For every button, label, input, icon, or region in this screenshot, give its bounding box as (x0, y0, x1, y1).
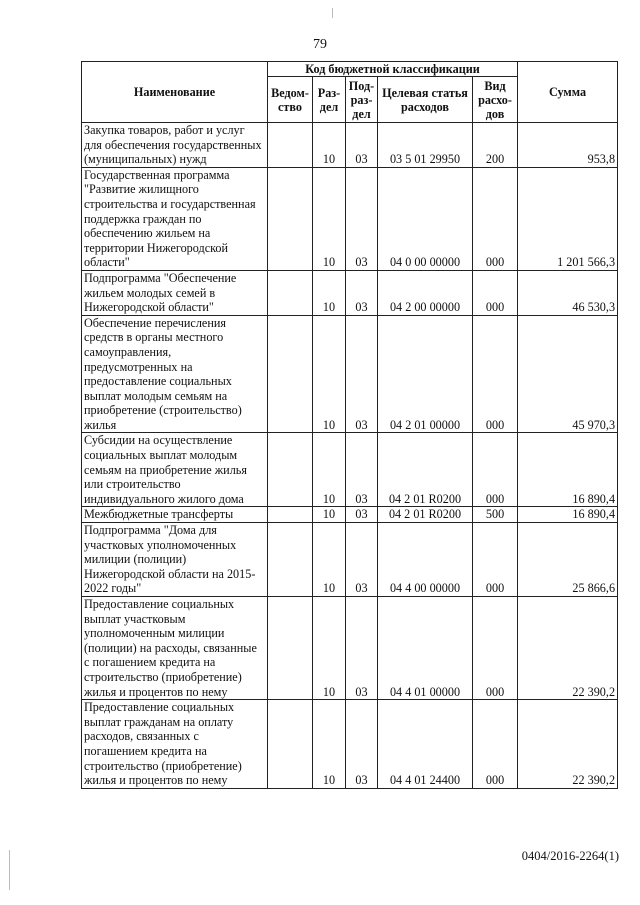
row-vid: 000 (473, 523, 518, 597)
table-row (82, 507, 618, 523)
row-target: 04 4 01 00000 (378, 597, 473, 700)
row-target: 04 4 01 24400 (378, 700, 473, 789)
row-name: Подпрограмма "Обеспечение жильем молодых семей в Нижегородской области" (82, 270, 268, 315)
row-vedomstvo (268, 523, 313, 597)
row-vedomstvo (268, 507, 313, 523)
row-vid: 000 (473, 700, 518, 789)
row-razdel: 10 (313, 167, 346, 270)
row-vid: 000 (473, 167, 518, 270)
row-vid: 000 (473, 433, 518, 507)
row-target: 03 5 01 29950 (378, 123, 473, 168)
scan-artifact (332, 8, 333, 18)
row-sum: 45 970,3 (518, 315, 618, 433)
row-sum: 22 390,2 (518, 700, 618, 789)
row-vid: 000 (473, 597, 518, 700)
row-sum: 46 530,3 (518, 270, 618, 315)
header-sum: Сумма (518, 62, 618, 123)
row-target: 04 2 01 R0200 (378, 507, 473, 523)
row-target: 04 0 00 00000 (378, 167, 473, 270)
row-vid: 000 (473, 270, 518, 315)
header-podrazdel: Под-раз-дел (346, 77, 378, 123)
row-name: Обеспечение перечисления средств в органы местного самоуправления, предусмотренных на предоставление социальных выплат молодым семьям на приобретение (строительство) жилья (82, 315, 268, 433)
row-target: 04 2 01 R0200 (378, 433, 473, 507)
row-name: Межбюджетные трансферты (82, 507, 268, 523)
row-podrazdel: 03 (346, 523, 378, 597)
row-podrazdel: 03 (346, 123, 378, 168)
scan-artifact (9, 850, 10, 890)
row-podrazdel: 03 (346, 270, 378, 315)
header-razdel: Раз-дел (313, 77, 346, 123)
header-name: Наименование (82, 62, 268, 123)
row-razdel: 10 (313, 315, 346, 433)
row-podrazdel: 03 (346, 700, 378, 789)
row-vid: 000 (473, 315, 518, 433)
row-vedomstvo (268, 270, 313, 315)
row-vid: 500 (473, 507, 518, 523)
row-sum: 22 390,2 (518, 597, 618, 700)
row-vedomstvo (268, 700, 313, 789)
row-vedomstvo (268, 433, 313, 507)
row-razdel: 10 (313, 507, 346, 523)
table-row (82, 433, 618, 507)
row-target: 04 2 00 00000 (378, 270, 473, 315)
table-row (82, 700, 618, 789)
row-name: Субсидии на осуществление социальных выплат молодым семьям на приобретение жилья или строительство индивидуального жилого дома (82, 433, 268, 507)
row-razdel: 10 (313, 270, 346, 315)
row-podrazdel: 03 (346, 315, 378, 433)
row-vedomstvo (268, 123, 313, 168)
row-vid: 200 (473, 123, 518, 168)
row-sum: 1 201 566,3 (518, 167, 618, 270)
row-name: Закупка товаров, работ и услуг для обеспечения государственных (муниципальных) нужд (82, 123, 268, 168)
row-razdel: 10 (313, 597, 346, 700)
row-target: 04 2 01 00000 (378, 315, 473, 433)
row-name: Подпрограмма "Дома для участковых уполномоченных милиции (полиции) Нижегородской области на 2015-2022 годы" (82, 523, 268, 597)
row-razdel: 10 (313, 523, 346, 597)
row-sum: 953,8 (518, 123, 618, 168)
header-target: Целевая статья расходов (378, 77, 473, 123)
table-row (82, 270, 618, 315)
row-razdel: 10 (313, 700, 346, 789)
row-podrazdel: 03 (346, 597, 378, 700)
row-vedomstvo (268, 315, 313, 433)
budget-table (81, 61, 618, 789)
row-name: Государственная программа "Развитие жилищного строительства и государственная поддержка граждан по обеспечению жильем на территории Нижегородской области" (82, 167, 268, 270)
table-row (82, 315, 618, 433)
row-name: Предоставление социальных выплат участковым уполномоченным милиции (полиции) на расходы, связанные с погашением кредита на строительство (приобретение) жилья и процентов по нему (82, 597, 268, 700)
header-vid: Вид расхо-дов (473, 77, 518, 123)
page-number: 79 (313, 37, 327, 52)
row-sum: 16 890,4 (518, 433, 618, 507)
row-razdel: 10 (313, 433, 346, 507)
header-vedomstvo: Ведом-ство (268, 77, 313, 123)
row-podrazdel: 03 (346, 167, 378, 270)
table-row (82, 523, 618, 597)
header-code-group: Код бюджетной классификации (268, 62, 518, 77)
table-row (82, 123, 618, 168)
table-row (82, 167, 618, 270)
row-sum: 25 866,6 (518, 523, 618, 597)
row-vedomstvo (268, 597, 313, 700)
row-target: 04 4 00 00000 (378, 523, 473, 597)
table-row (82, 597, 618, 700)
row-sum: 16 890,4 (518, 507, 618, 523)
document-code: 0404/2016-2264(1) (521, 849, 619, 863)
row-vedomstvo (268, 167, 313, 270)
row-podrazdel: 03 (346, 433, 378, 507)
row-podrazdel: 03 (346, 507, 378, 523)
row-name: Предоставление социальных выплат гражданам на оплату расходов, связанных с погашением кредита на строительство (приобретение) жилья и процентов по нему (82, 700, 268, 789)
row-razdel: 10 (313, 123, 346, 168)
